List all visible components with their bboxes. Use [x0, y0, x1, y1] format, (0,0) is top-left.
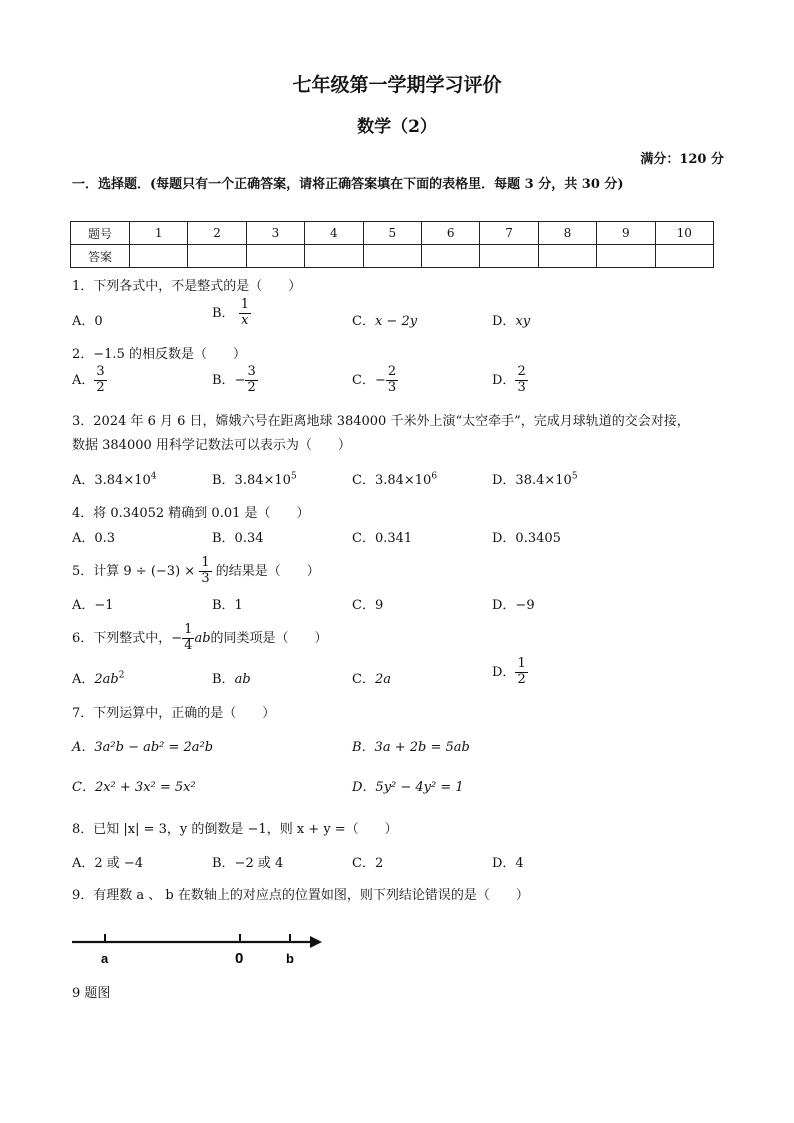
exponent: 5: [571, 471, 578, 482]
denominator: 4: [184, 637, 193, 653]
stem-text: 的同类项是（ ）: [210, 630, 328, 646]
numerator: 2: [387, 364, 397, 379]
answer-cell[interactable]: [480, 245, 538, 268]
math-expr: 2a: [374, 672, 391, 687]
answer-cell[interactable]: [655, 245, 713, 268]
option-label: B．−: [212, 372, 246, 388]
label-a: a: [101, 951, 109, 966]
exam-title: 七年级第一学期学习评价: [292, 74, 502, 96]
q2-option-d: [492, 365, 528, 396]
denominator: 2: [247, 379, 256, 395]
answer-cell[interactable]: [597, 245, 655, 268]
exponent: 6: [431, 471, 438, 482]
table-cell: 8: [538, 222, 596, 245]
table-row: [71, 245, 714, 268]
table-cell: 6: [421, 222, 479, 245]
q7-option-c: C．2x² + 3x² = 5x²: [72, 780, 196, 795]
q5-option-b: B．1: [212, 598, 243, 613]
math-var: ab: [194, 630, 211, 646]
table-cell: 5: [363, 222, 421, 245]
numerator: 3: [247, 364, 256, 379]
q4-option-a: A．0.3: [72, 531, 116, 546]
number-line-figure: [70, 915, 330, 967]
option-label: C．: [352, 672, 375, 687]
q7-option-d: D．5y² − 4y² = 1: [352, 780, 464, 795]
q5-option-a: A．−1: [72, 598, 114, 613]
table-cell: 10: [655, 222, 713, 245]
denominator: 3: [387, 379, 397, 395]
denominator-var: x: [241, 312, 249, 328]
stem-text: 5．计算 9 ÷ (−3) ×: [72, 563, 196, 579]
q3-option-b: [212, 469, 297, 488]
stem-text: 6．下列整式中，−: [72, 630, 183, 646]
numerator: 2: [517, 364, 526, 379]
fraction: [515, 657, 527, 688]
exam-subtitle: 数学（2）: [357, 117, 437, 137]
q2-option-a: [72, 365, 107, 396]
table-cell: 7: [480, 222, 538, 245]
question-8-stem: 8．已知 |x| = 3，y 的倒数是 −1，则 x + y =（ ）: [72, 822, 398, 837]
table-cell: 2: [188, 222, 246, 245]
q1-option-a: A．0: [72, 314, 103, 329]
q7-option-a: A．3a²b − ab² = 2a²b: [72, 740, 214, 755]
answer-cell[interactable]: [305, 245, 363, 268]
full-score: 满分：120 分: [640, 152, 724, 167]
fraction: [182, 623, 194, 654]
q8-option-d: D．4: [492, 856, 524, 871]
answer-cell[interactable]: [246, 245, 304, 268]
option-text: D．38.4×10: [492, 473, 572, 488]
exponent: 2: [118, 670, 125, 681]
figure-caption: 9 题图: [72, 986, 111, 1001]
answer-cell[interactable]: [363, 245, 421, 268]
option-label: A．: [72, 372, 95, 388]
stem-text: 的结果是（ ）: [215, 563, 320, 579]
q4-option-b: B．0.34: [212, 531, 264, 546]
q3-option-d: [492, 469, 578, 488]
number-line-arrow: [310, 936, 322, 948]
question-4-stem: 4．将 0.34052 精确到 0.01 是（ ）: [72, 506, 310, 521]
q2-option-b: [212, 365, 258, 396]
table-row: [71, 222, 714, 245]
numerator: 3: [96, 364, 105, 379]
numerator: 1: [517, 656, 526, 671]
q6-option-b: [212, 668, 251, 687]
denominator: 2: [517, 671, 526, 687]
denominator: 3: [517, 379, 526, 395]
label-b: b: [286, 951, 294, 966]
q8-option-c: C．2: [352, 856, 384, 871]
q1-option-d: [492, 310, 530, 329]
table-header-cell: 答案: [71, 245, 130, 268]
q6-option-c: [352, 668, 391, 687]
answer-cell[interactable]: [538, 245, 596, 268]
q3-option-c: [352, 469, 437, 488]
answer-cell[interactable]: [188, 245, 246, 268]
table-header-cell: 题号: [71, 222, 130, 245]
q4-option-c: C．0.341: [352, 531, 413, 546]
table-cell: 4: [305, 222, 363, 245]
option-label: C．−: [352, 372, 386, 388]
q6-option-a: [72, 668, 124, 687]
q8-option-b: B．−2 或 4: [212, 856, 284, 871]
fraction: [94, 365, 106, 396]
table-cell: 9: [597, 222, 655, 245]
section-heading: 一．选择题．(每题只有一个正确答案，请将正确答案填在下面的表格里．每题 3 分，共 30 分): [72, 177, 624, 192]
option-label: D．: [492, 664, 516, 680]
q8-option-a: A．2 或 −4: [72, 856, 144, 871]
option-label: A．: [72, 672, 95, 687]
numerator: 1: [184, 622, 193, 637]
fraction: [239, 298, 251, 329]
q1-option-b: [212, 298, 251, 329]
fraction: [386, 365, 398, 396]
math-expr: ab: [234, 672, 251, 687]
answer-cell[interactable]: [421, 245, 479, 268]
q4-option-d: D．0.3405: [492, 531, 561, 546]
question-3-stem-line2: 数据 384000 用科学记数法可以表示为（ ）: [72, 438, 351, 453]
option-text: B．3.84×10: [212, 473, 291, 488]
denominator: 3: [201, 570, 210, 586]
q2-option-c: [352, 365, 398, 396]
q3-option-a: [72, 469, 157, 488]
label-zero: 0: [235, 950, 244, 967]
fraction: [199, 556, 211, 587]
table-cell: 1: [130, 222, 188, 245]
fraction: [515, 365, 527, 396]
option-label: C．: [352, 314, 375, 329]
numerator: 1: [240, 297, 249, 312]
question-5-stem: [72, 556, 320, 587]
question-3-stem-line1: 3．2024 年 6 月 6 日，嫦娥六号在距离地球 384000 千米外上演“太空牵手”，完成月球轨道的交会对接，: [72, 414, 690, 429]
question-2-stem: 2．−1.5 的相反数是（ ）: [72, 347, 246, 362]
option-label: B．: [212, 672, 235, 687]
table-cell: 3: [246, 222, 304, 245]
exponent: 4: [150, 471, 157, 482]
math-expr: x − 2y: [374, 314, 418, 329]
q6-option-d: [492, 657, 528, 688]
question-7-stem: 7．下列运算中，正确的是（ ）: [72, 706, 276, 721]
question-6-stem: [72, 623, 328, 654]
math-expr: 2ab: [94, 672, 119, 687]
option-text: A．3.84×10: [72, 473, 151, 488]
answer-table: [70, 221, 714, 268]
q7-option-b: B．3a + 2b = 5ab: [352, 740, 470, 755]
option-text: C．3.84×10: [352, 473, 432, 488]
numerator: 1: [201, 555, 210, 570]
exponent: 5: [290, 471, 297, 482]
answer-cell[interactable]: [130, 245, 188, 268]
math-expr: xy: [515, 314, 531, 329]
q1-option-c: [352, 310, 417, 329]
question-9-stem: 9．有理数 a 、 b 在数轴上的对应点的位置如图，则下列结论错误的是（ ）: [72, 888, 529, 903]
denominator: [239, 314, 250, 329]
question-1-stem: 1．下列各式中，不是整式的是（ ）: [72, 279, 302, 294]
option-label: D．: [492, 372, 516, 388]
q5-option-d: D．−9: [492, 598, 535, 613]
q5-option-c: C．9: [352, 598, 384, 613]
fraction: [245, 365, 257, 396]
denominator: 2: [96, 379, 105, 395]
option-label: D．: [492, 314, 516, 329]
option-label: B．: [212, 305, 235, 321]
